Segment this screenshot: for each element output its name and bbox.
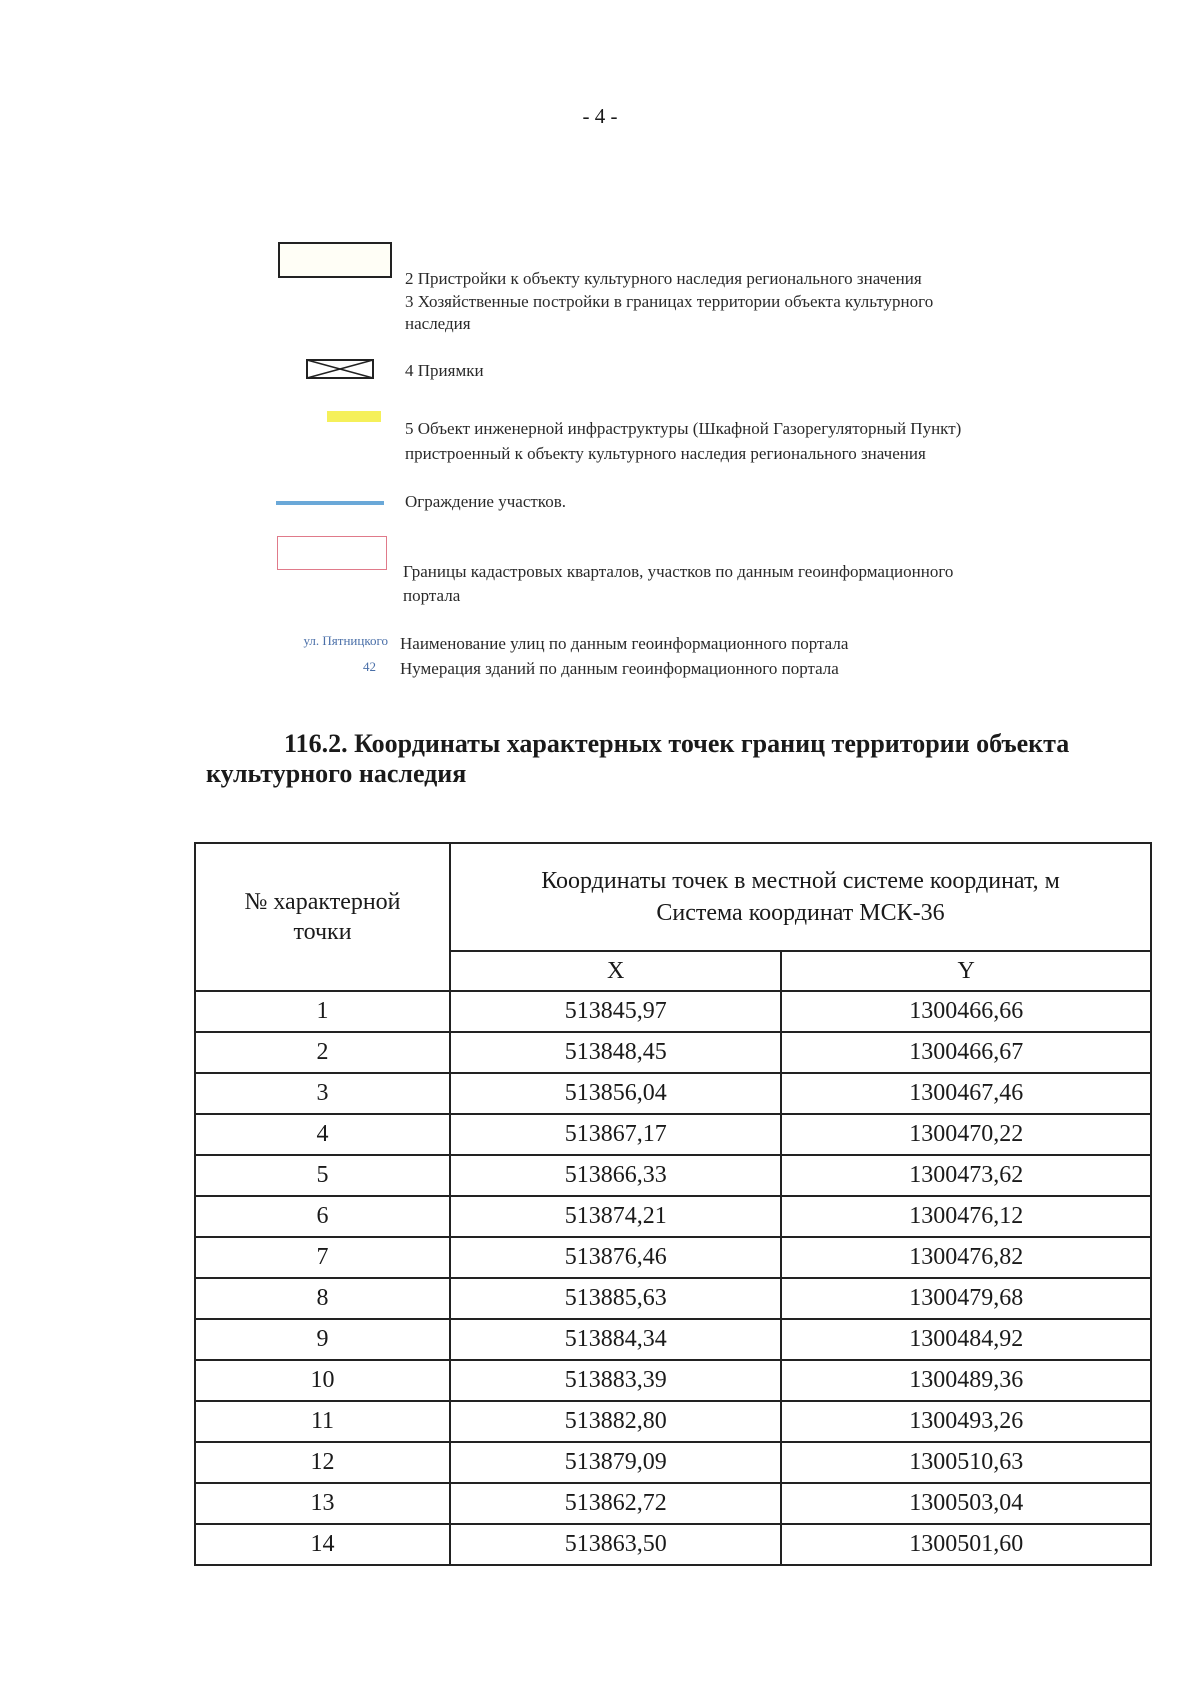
x-coordinate-cell: 513882,80 (450, 1401, 781, 1442)
y-coordinate-cell: 1300473,62 (781, 1155, 1151, 1196)
table-row (195, 1073, 1151, 1114)
x-coordinate-cell: 513866,33 (450, 1155, 781, 1196)
x-coordinate-cell: 513874,21 (450, 1196, 781, 1237)
house-number-sample: 42 (363, 659, 376, 674)
table-row (195, 1360, 1151, 1401)
y-coordinate-cell: 1300493,26 (781, 1401, 1151, 1442)
y-coordinate-cell: 1300503,04 (781, 1483, 1151, 1524)
legend-cadastral-line1: Границы кадастровых кварталов, участков по данным геоинформационного (403, 562, 954, 581)
header-y: Y (781, 951, 1151, 991)
point-number-cell: 13 (195, 1483, 450, 1524)
header-point-line1: № характерной (244, 889, 401, 915)
table-row (195, 1114, 1151, 1155)
x-coordinate-cell: 513867,17 (450, 1114, 781, 1155)
point-number-cell: 3 (195, 1073, 450, 1114)
fence-legend-symbol (276, 501, 384, 505)
legend-house-desc: Нумерация зданий по данным геоинформационного портала (400, 659, 839, 678)
y-coordinate-cell: 1300476,12 (781, 1196, 1151, 1237)
table-row (195, 1401, 1151, 1442)
x-coordinate-cell: 513884,34 (450, 1319, 781, 1360)
x-coordinate-cell: 513848,45 (450, 1032, 781, 1073)
point-number-cell: 8 (195, 1278, 450, 1319)
pit-legend-symbol (306, 359, 374, 379)
table-row (195, 1237, 1151, 1278)
table-row (195, 1483, 1151, 1524)
point-number-cell: 2 (195, 1032, 450, 1073)
street-name-sample: ул. Пятницкого (303, 633, 388, 648)
point-number-cell: 7 (195, 1237, 450, 1278)
header-coords-line2: Система координат МСК-36 (656, 900, 945, 926)
table-row (195, 1442, 1151, 1483)
table-row (195, 1155, 1151, 1196)
table-row (195, 1319, 1151, 1360)
x-coordinate-cell: 513883,39 (450, 1360, 781, 1401)
y-coordinate-cell: 1300501,60 (781, 1524, 1151, 1565)
coordinates-table-body (195, 991, 1151, 1565)
outbuilding-legend-symbol (278, 242, 392, 278)
y-coordinate-cell: 1300476,82 (781, 1237, 1151, 1278)
y-coordinate-cell: 1300467,46 (781, 1073, 1151, 1114)
x-coordinate-cell: 513862,72 (450, 1483, 781, 1524)
legend-outbuildings-line2: 3 Хозяйственные постройки в границах территории объекта культурного (405, 292, 934, 311)
legend-street-desc: Наименование улиц по данным геоинформационного портала (400, 634, 849, 653)
section-heading: 116.2. Координаты характерных точек границ территории объекта культурного наследия (206, 729, 1070, 788)
point-number-cell: 5 (195, 1155, 450, 1196)
legend-gas-line1: 5 Объект инженерной инфраструктуры (Шкафной Газорегуляторный Пункт) (405, 419, 962, 438)
legend-pits: 4 Приямки (405, 361, 484, 380)
header-point-line2: точки (293, 919, 352, 945)
y-coordinate-cell: 1300510,63 (781, 1442, 1151, 1483)
y-coordinate-cell: 1300484,92 (781, 1319, 1151, 1360)
y-coordinate-cell: 1300470,22 (781, 1114, 1151, 1155)
point-number-cell: 4 (195, 1114, 450, 1155)
x-coordinate-cell: 513845,97 (450, 991, 781, 1032)
table-row (195, 1196, 1151, 1237)
x-coordinate-cell: 513885,63 (450, 1278, 781, 1319)
point-number-cell: 14 (195, 1524, 450, 1565)
legend-outbuildings-line3: наследия (405, 314, 471, 333)
point-number-cell: 1 (195, 991, 450, 1032)
coordinates-table (194, 842, 1152, 1566)
y-coordinate-cell: 1300479,68 (781, 1278, 1151, 1319)
header-coordinates (450, 843, 1151, 951)
cadastral-legend-symbol (277, 536, 387, 570)
y-coordinate-cell: 1300466,67 (781, 1032, 1151, 1073)
legend-cadastral-line2: портала (403, 586, 461, 605)
page-number: - 4 - (582, 104, 618, 128)
table-row (195, 991, 1151, 1032)
x-coordinate-cell: 513863,50 (450, 1524, 781, 1565)
table-row (195, 1278, 1151, 1319)
legend-gas-line2: пристроенный к объекту культурного наследия регионального значения (405, 444, 926, 463)
header-coords-line1: Координаты точек в местной системе координат, м (541, 868, 1060, 894)
legend-fence: Ограждение участков. (405, 492, 566, 511)
gas-point-legend-symbol (327, 411, 381, 422)
point-number-cell: 12 (195, 1442, 450, 1483)
y-coordinate-cell: 1300466,66 (781, 991, 1151, 1032)
x-coordinate-cell: 513856,04 (450, 1073, 781, 1114)
table-row (195, 1524, 1151, 1565)
header-x: X (450, 951, 781, 991)
legend-outbuildings-line1: 2 Пристройки к объекту культурного наследия регионального значения (405, 269, 922, 288)
x-coordinate-cell: 513879,09 (450, 1442, 781, 1483)
point-number-cell: 10 (195, 1360, 450, 1401)
point-number-cell: 11 (195, 1401, 450, 1442)
table-row (195, 1032, 1151, 1073)
y-coordinate-cell: 1300489,36 (781, 1360, 1151, 1401)
header-point-number (195, 843, 450, 991)
point-number-cell: 6 (195, 1196, 450, 1237)
x-coordinate-cell: 513876,46 (450, 1237, 781, 1278)
point-number-cell: 9 (195, 1319, 450, 1360)
